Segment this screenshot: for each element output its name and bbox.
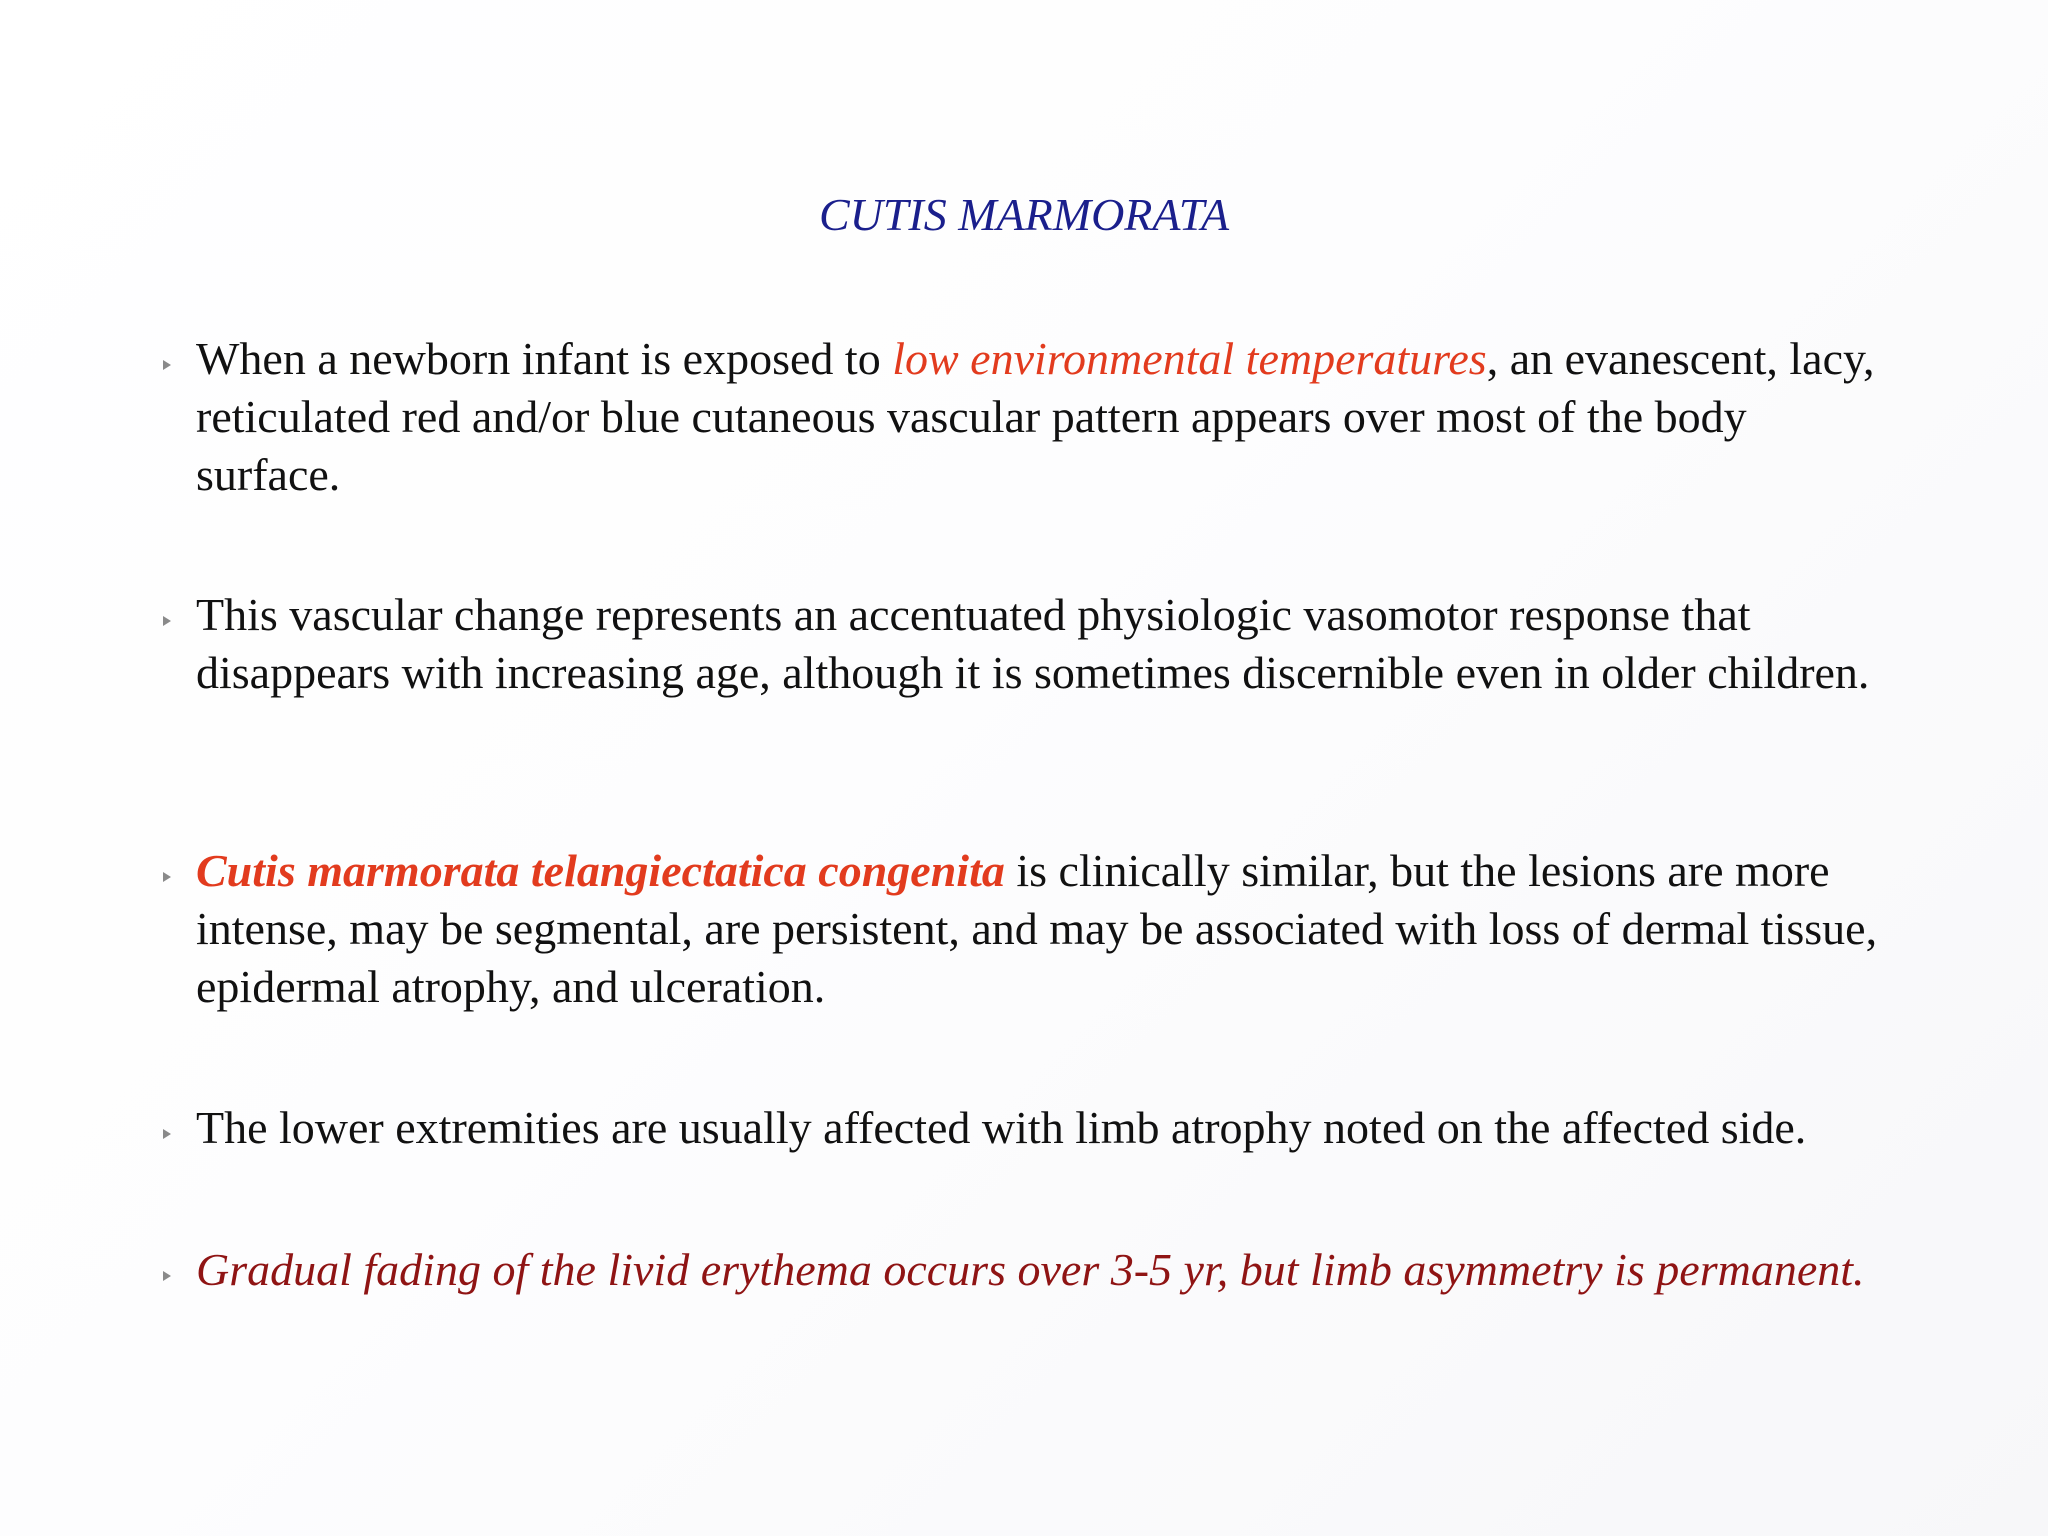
bullet-3-highlight: Cutis marmorata telangiectatica congenita xyxy=(196,845,1005,896)
bullet-item-5 xyxy=(196,1241,1896,1299)
bullet-icon xyxy=(160,1127,174,1141)
slide-title: CUTIS MARMORATA xyxy=(818,189,1230,240)
bullet-1-highlight: low environmental temperatures xyxy=(892,333,1487,384)
bullet-item-3 xyxy=(196,842,1896,1016)
bullet-4-text: The lower extremities are usually affected with limb atrophy noted on the affected side. xyxy=(196,1102,1807,1153)
bullet-item-1 xyxy=(196,330,1896,504)
bullet-2-text: This vascular change represents an accentuated physiologic vasomotor response that disappears with increasing age, although it is sometimes discernible even in older children. xyxy=(196,589,1870,698)
bullet-5-text: Gradual fading of the livid erythema occurs over 3-5 yr, but limb asymmetry is permanent. xyxy=(196,1244,1865,1295)
bullet-1-text-start: When a newborn infant is exposed to xyxy=(196,333,893,384)
bullet-icon xyxy=(160,870,174,884)
bullet-3-text: is clinically similar, but the lesions are more intense, may be segmental, are persistent, and may be associated with loss of dermal tissue, epidermal atrophy, and ulceration. xyxy=(196,845,1878,1012)
bullet-icon xyxy=(160,1269,174,1283)
bullet-icon xyxy=(160,358,174,372)
bullet-icon xyxy=(160,614,174,628)
bullet-item-2 xyxy=(196,586,1896,702)
bullet-1-text-end: , an evanescent, lacy, reticulated red and/or blue cutaneous vascular pattern appears over most of the body surface. xyxy=(196,333,1875,500)
bullet-item-4 xyxy=(196,1099,1896,1157)
